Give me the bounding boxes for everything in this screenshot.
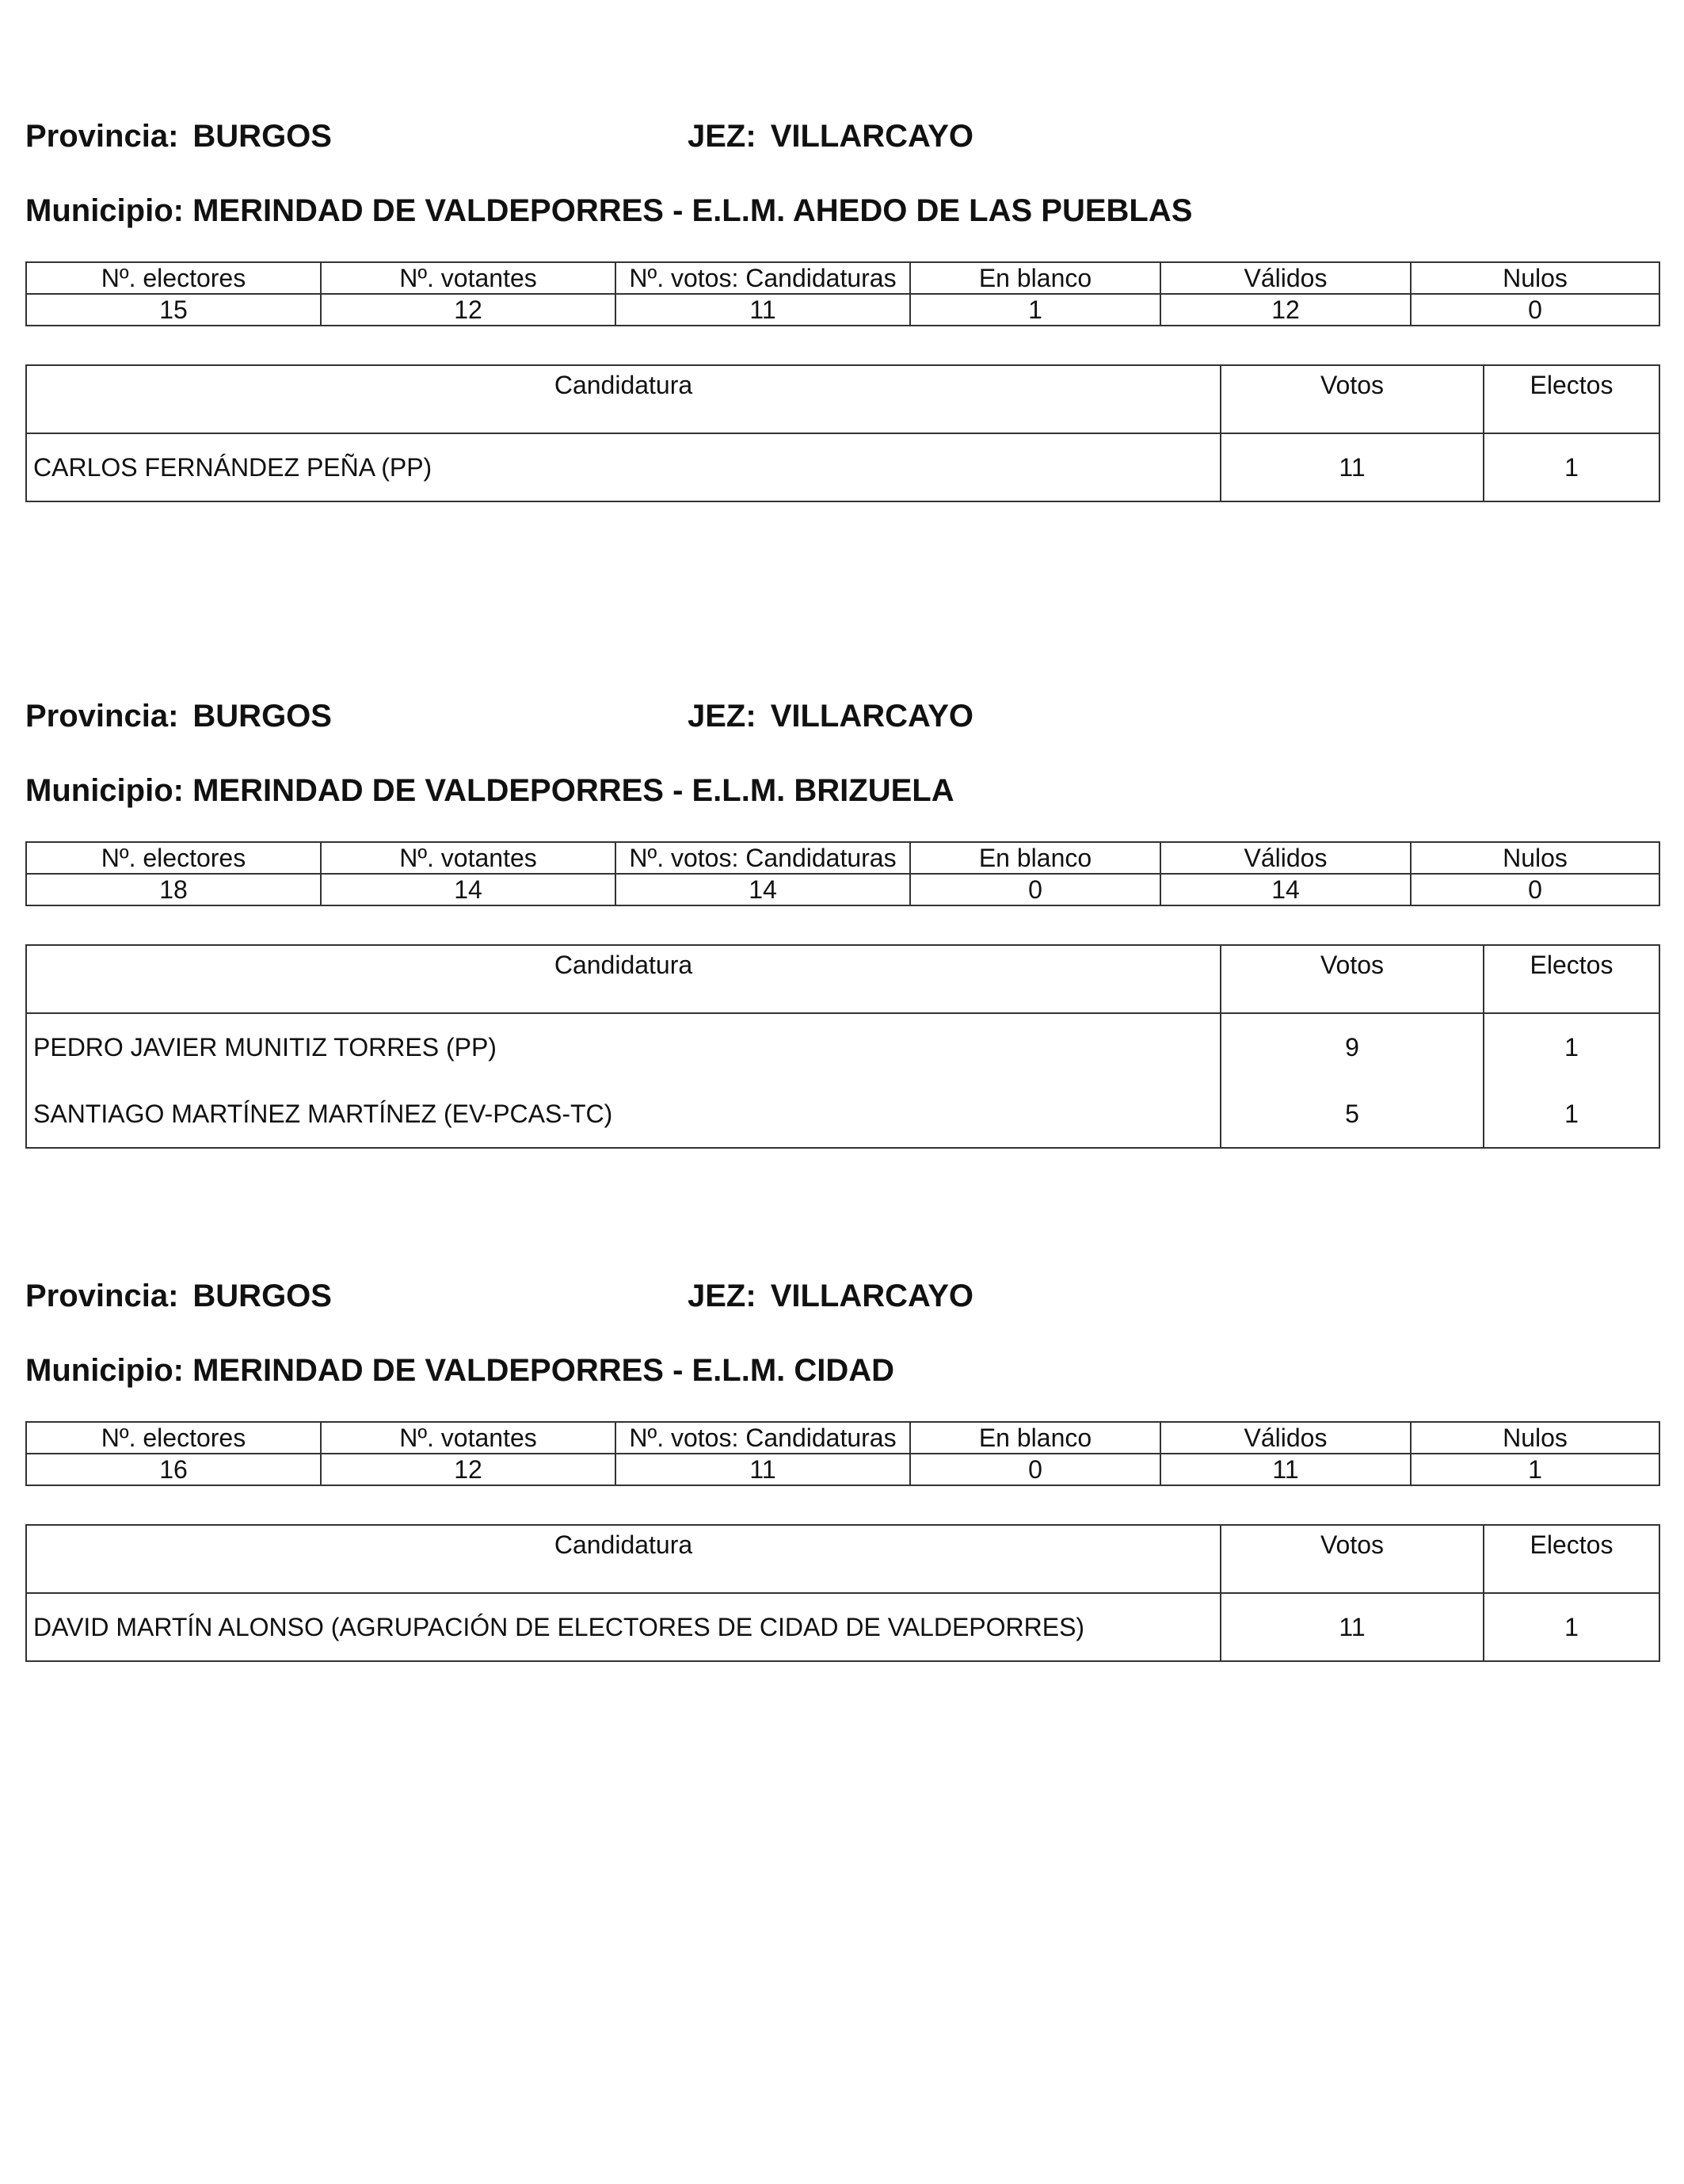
candidates-header-row: Candidatura Votos Electos <box>26 1525 1659 1593</box>
summary-table <box>25 261 1660 326</box>
candidate-row: CARLOS FERNÁNDEZ PEÑA (PP) 11 1 <box>26 433 1659 501</box>
summary-header-row: Nº. electores Nº. votantes Nº. votos: Candidaturas En blanco Válidos Nulos <box>26 1422 1659 1454</box>
provincia-heading: Provincia: BURGOS <box>25 1279 332 1313</box>
results-section-3 <box>25 1280 1659 1835</box>
summary-table <box>25 841 1660 906</box>
municipio-heading: Municipio: MERINDAD DE VALDEPORRES - E.L.M. CIDAD <box>25 1353 895 1388</box>
summary-table <box>25 1421 1660 1486</box>
jez-heading: JEZ: VILLARCAYO <box>688 1279 974 1313</box>
results-section-2 <box>25 700 1659 1255</box>
candidates-header-row: Candidatura Votos Electos <box>26 945 1659 1013</box>
summary-header-row: Nº. electores Nº. votantes Nº. votos: Candidaturas En blanco Válidos Nulos <box>26 842 1659 874</box>
candidate-row: DAVID MARTÍN ALONSO (AGRUPACIÓN DE ELECTORES DE CIDAD DE VALDEPORRES) 11 1 <box>26 1593 1659 1661</box>
candidates-header-row: Candidatura Votos Electos <box>26 365 1659 433</box>
municipio-heading: Municipio: MERINDAD DE VALDEPORRES - E.L.M. AHEDO DE LAS PUEBLAS <box>25 193 1193 228</box>
candidate-row: PEDRO JAVIER MUNITIZ TORRES (PP) 9 1 <box>26 1013 1659 1081</box>
provincia-heading: Provincia: BURGOS <box>25 699 332 734</box>
candidates-table <box>25 364 1660 502</box>
summary-values-row: 16 12 11 0 11 1 <box>26 1454 1659 1485</box>
municipio-heading: Municipio: MERINDAD DE VALDEPORRES - E.L.M. BRIZUELA <box>25 773 954 808</box>
summary-values-row: 15 12 11 1 12 0 <box>26 294 1659 326</box>
results-section-1 <box>25 120 1659 675</box>
jez-heading: JEZ: VILLARCAYO <box>688 699 974 734</box>
summary-header-row: Nº. electores Nº. votantes Nº. votos: Candidaturas En blanco Válidos Nulos <box>26 262 1659 294</box>
candidate-row: SANTIAGO MARTÍNEZ MARTÍNEZ (EV-PCAS-TC) 5 1 <box>26 1081 1659 1148</box>
summary-values-row: 18 14 14 0 14 0 <box>26 874 1659 905</box>
candidates-table <box>25 1524 1660 1662</box>
provincia-heading: Provincia: BURGOS <box>25 119 332 154</box>
candidates-table <box>25 944 1660 1149</box>
jez-heading: JEZ: VILLARCAYO <box>688 119 974 154</box>
